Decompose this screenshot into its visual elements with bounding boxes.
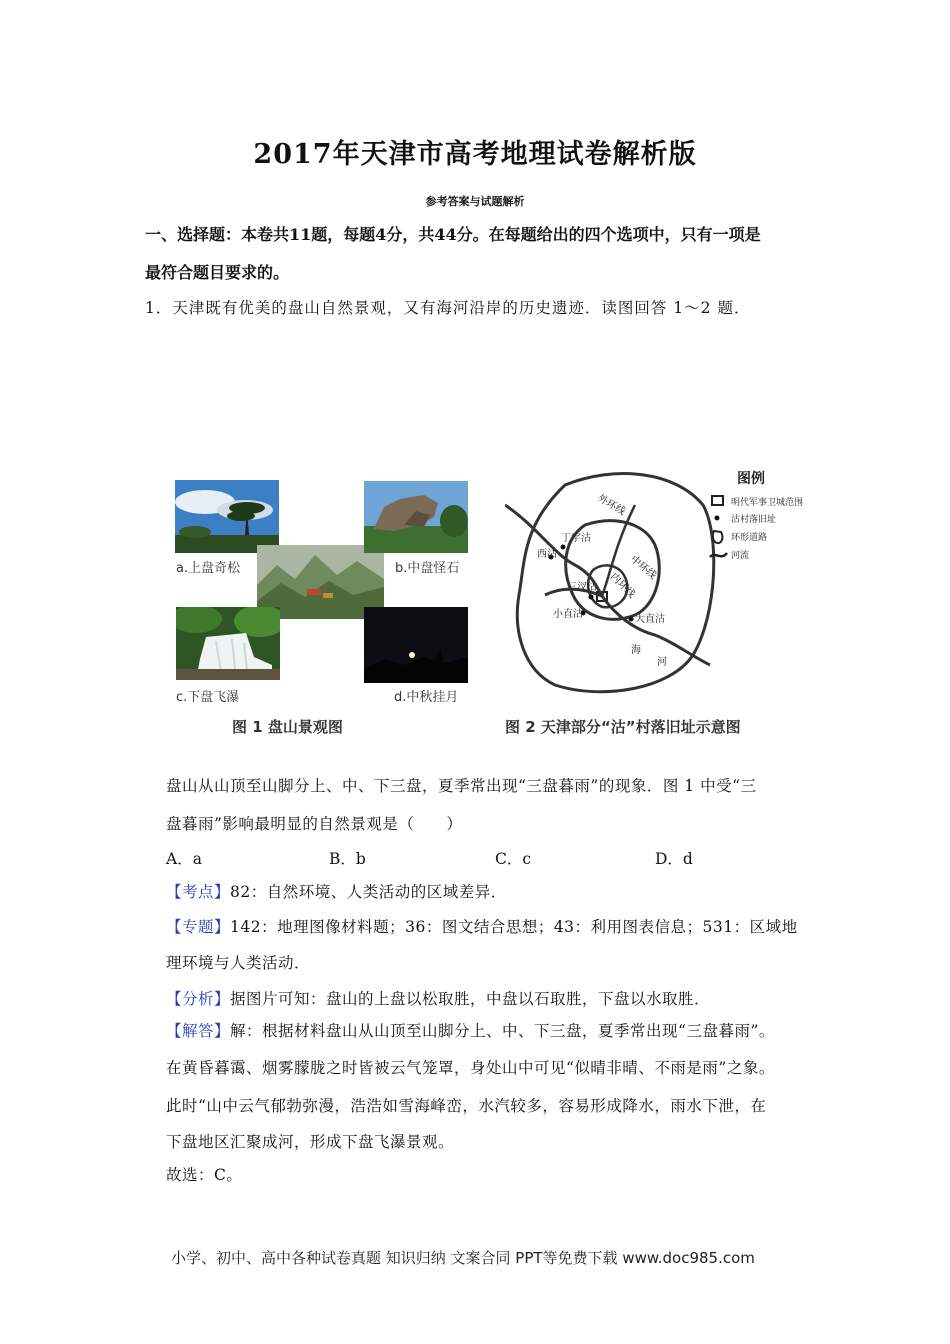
- page-title: 2017年天津市高考地理试卷解析版: [253, 139, 697, 170]
- photo-d-label: d.中秋挂月: [394, 690, 459, 705]
- legend-village-icon: [715, 516, 720, 521]
- section-heading-line1: 一、选择题：本卷共11题，每题4分，共44分。在每题给出的四个选项中，只有一项是: [145, 225, 761, 244]
- legend-ming-city-icon: [712, 496, 723, 505]
- figure-2-caption: 图 2 天津部分“沽”村落旧址示意图: [505, 718, 741, 736]
- legend-river-label: 河流: [731, 551, 750, 561]
- map-label-he: 河: [657, 657, 667, 668]
- page-subtitle: 参考答案与试题解析: [425, 195, 525, 208]
- photo-b-rock: [364, 481, 468, 553]
- figure-1-caption: 图 1 盘山景观图: [232, 718, 343, 736]
- photo-c-label: c.下盘飞瀑: [176, 690, 240, 705]
- option-b: B．b: [329, 850, 366, 868]
- answer-line: 故选：C。: [166, 1166, 243, 1184]
- legend-village-label: 沽村落旧址: [731, 515, 777, 525]
- map-label-dingzigu: 丁字沽: [561, 533, 591, 544]
- kaodian-tag: 【考点】: [166, 883, 231, 901]
- jieda-line3: 此时“山中云气郁勃弥漫，浩浩如雪海峰峦，水汽较多，容易形成降水，雨水下泄，在: [166, 1097, 767, 1115]
- tianjin-map-svg: [505, 465, 835, 710]
- map-label-middle-ring: 中环线: [628, 553, 659, 582]
- map-label-outer-ring: 外环线: [595, 493, 627, 518]
- photo-d-moon: [364, 607, 468, 683]
- photo-b-label: b.中盘怪石: [395, 561, 460, 576]
- map-label-xiaozhigu: 小直沽: [553, 609, 583, 620]
- fenxi-tag: 【分析】: [166, 990, 231, 1008]
- photo-a-pine: [175, 480, 279, 553]
- fenxi-line: [166, 987, 710, 1009]
- jieda-tag: 【解答】: [166, 1022, 231, 1040]
- kaodian-text: 82：自然环境、人类活动的区域差异．: [230, 883, 507, 901]
- legend-ring-road-label: 环形道路: [731, 533, 768, 543]
- legend-ring-road-icon: [713, 531, 723, 543]
- photo-a-label: a.上盘奇松: [176, 561, 241, 576]
- section-heading-line2: 最符合题目要求的。: [145, 263, 290, 282]
- jieda-line2: 在黄昏暮霭、烟雾朦胧之时皆被云气笼罩，身处山中可见“似晴非晴、不雨是雨”之象。: [166, 1059, 775, 1077]
- option-c: C．c: [495, 850, 532, 868]
- zhuanti-tag: 【专题】: [166, 918, 231, 936]
- sub-question-line1: 盘山从山顶至山脚分上、中、下三盘，夏季常出现“三盘暮雨”的现象．图 1 中受“三: [166, 777, 757, 795]
- zhuanti-text1: 142：地理图像材料题；36：图文结合思想；43：利用图表信息；531：区域地: [230, 918, 798, 936]
- option-d: D．d: [655, 850, 693, 868]
- jieda-line1: [166, 1019, 775, 1041]
- footer-ad[interactable]: 小学、初中、高中各种试卷真题 知识归纳 文案合同 PPT等免费下载 www.doc985.com: [171, 1249, 755, 1267]
- map-label-xigu: 西沽: [537, 549, 557, 560]
- photo-c-waterfall: [176, 607, 280, 680]
- jieda-line4: 下盘地区汇聚成河，形成下盘飞瀑景观。: [166, 1133, 455, 1151]
- jieda-text1: 解：根据材料盘山从山顶至山脚分上、中、下三盘，夏季常出现“三盘暮雨”。: [230, 1022, 775, 1040]
- option-a: A．a: [166, 850, 202, 868]
- map-label-dazhigu: 大直沽: [635, 614, 665, 625]
- legend-title: 图例: [737, 471, 765, 487]
- map-label-sanchagu: 三汊沽: [567, 582, 597, 593]
- question-1-stem: 1．天津既有优美的盘山自然景观，又有海河沿岸的历史遗迹．读图回答 1～2 题．: [145, 299, 751, 317]
- kaodian-line: [166, 880, 507, 902]
- fenxi-text: 据图片可知：盘山的上盘以松取胜，中盘以石取胜，下盘以水取胜．: [230, 990, 711, 1008]
- river-line: [505, 505, 710, 665]
- map-label-hai: 海: [631, 645, 641, 656]
- zhuanti-line1: [166, 915, 798, 937]
- sub-question-line2: 盘暮雨”影响最明显的自然景观是（ ）: [166, 815, 463, 833]
- map-label-inner-ring: 内环线: [607, 571, 637, 601]
- zhuanti-line2: 理环境与人类活动．: [166, 954, 311, 972]
- legend-ming-city-label: 明代军事卫城范围: [731, 498, 804, 508]
